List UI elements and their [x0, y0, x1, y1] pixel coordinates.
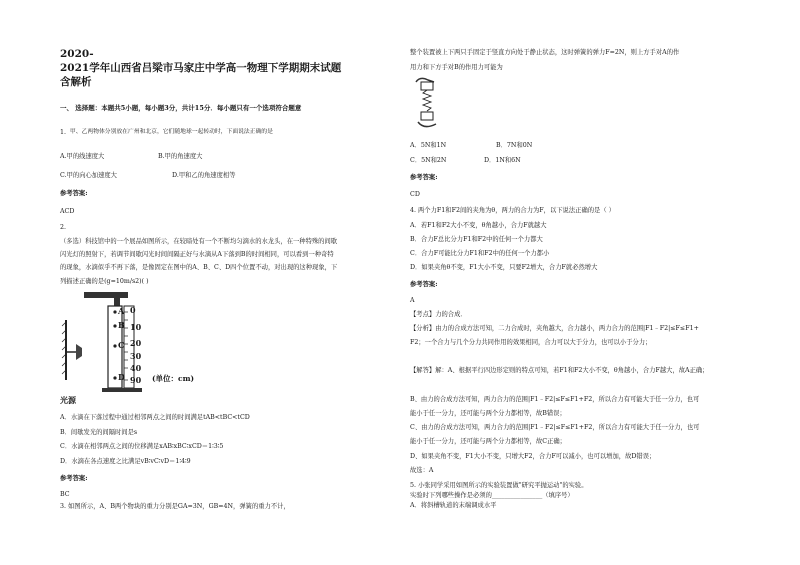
drop-label-c: C: [118, 340, 125, 350]
q5-line-2: 实验时下列哪些操作是必须的________________（填序号）: [410, 492, 574, 499]
q5-line-1: 5. 小张同学采用如图所示的实验装置做"研究平抛运动"的实验。: [410, 482, 588, 489]
q3-line-1: 整个装置被上下两只手固定于竖直方向处于静止状态，这时弹簧的弹力F=2N，则上方手对A的作: [410, 49, 680, 56]
title-line-1: 2020-: [60, 48, 94, 60]
scale-label-30: 30: [130, 351, 142, 361]
q3-line-0: 3. 如图所示，A、B两个物块的重力分别是GA=3N，GB=4N，弹簧的重力不计，: [60, 503, 290, 510]
answer-4: A: [410, 297, 415, 304]
q2-figure: [60, 290, 220, 408]
q4-solution-3: 能小于任一分力，还可能与两个分力都相等，故B错误；: [410, 410, 566, 417]
q4-stem: 4. 两个力F1和F2间的夹角为θ，两力的合力为F，以下说法正确的是（ ）: [410, 207, 615, 214]
q2-option-b: B．间歇发光的间隔时间是s: [60, 429, 138, 436]
q4-final-answer: 故选：A: [410, 467, 434, 474]
q4-option-c: C．合力F可能比分力F1和F2中的任何一个力都小: [410, 250, 550, 257]
q3-option-a: A．5N和1N: [410, 142, 447, 149]
q2-option-c: C．水滴在相邻两点之间的位移满足xAB∶xBC∶xCD＝1∶3∶5: [60, 443, 224, 450]
q1-number: 1.: [60, 129, 67, 136]
q1-stem: [60, 128, 66, 137]
q4-solution-5: 能小于任一分力，还可能与两个分力都相等，故C正确；: [410, 438, 566, 445]
scale-label-10: 10: [130, 322, 142, 332]
q3-option-b: B．7N和0N: [496, 142, 533, 149]
q3-option-d: D．1N和6N: [484, 157, 521, 164]
drop-label-b: B: [118, 320, 125, 330]
q4-knowledge-point: 【考点】力的合成．: [410, 311, 467, 318]
q1-option-c: C.甲的向心加速度大: [60, 172, 117, 179]
q1-option-b: B.甲的角速度大: [158, 153, 203, 160]
drop-label-d: D: [118, 372, 125, 382]
q4-solution-2: B、由力的合成方法可知，两力合力的范围|F1﹣F2|≤F≤F1+F2，所以合力有可能大于任一分力，也可: [410, 396, 700, 403]
light-source-label: 光源: [60, 395, 76, 405]
unit-label: (单位：cm): [152, 374, 195, 383]
scale-label-20: 20: [130, 338, 142, 348]
scale-label-0: 0: [130, 305, 136, 315]
section-heading: 一、 选择题：本题共5小题，每小题3分，共计15分．每小题只有一个选项符合题意: [60, 104, 302, 112]
q2-line-2: 闪光灯的照射下，若调节间歇闪光时间间隔正好与水滴从A下落到B的时间相同，可以看到一种奇特: [60, 251, 334, 258]
ref-label-3: 参考答案:: [410, 174, 438, 181]
ref-label-4: 参考答案:: [410, 281, 438, 288]
answer-1: ACD: [60, 208, 75, 215]
title-line-3: 含解析: [60, 76, 92, 88]
q1-text: 甲、乙两物体分别放在广州和北京，它们随地球一起转动时，下面说法正确的是: [70, 129, 273, 135]
q4-solution-6: D、如果夹角不变，F1大小不变，只增大F2，合力F可以减小，也可以增加，故D错误；: [410, 453, 656, 460]
title-line-2: 2021学年山西省吕梁市马家庄中学高一物理下学期期末试题: [60, 62, 342, 74]
scale-label-90: 90: [130, 375, 142, 385]
q1-option-d: D.甲和乙的角速度相等: [172, 172, 236, 179]
spring-blocks-illustration: [412, 76, 446, 130]
scale-label-40: 40: [130, 363, 142, 373]
q2-line-1: （多选）科技馆中的一个展品如图所示，在较暗处有一个不断均匀滴水的水龙头，在一种特殊的间歇: [60, 238, 338, 245]
q2-line-3: 的现象，水滴似乎不再下落，是像固定在图中的A、B、C、D四个位置不动，对出现的这种现象，下: [60, 264, 338, 271]
q2-option-a: A．水滴在下落过程中通过相邻两点之间的时间满足tAB<tBC<tCD: [60, 414, 250, 421]
q4-analysis-1: 【分析】由力的合成方法可知，二力合成时，夹角越大，合力越小，两力合力的范围|F1﹣F2|≤F≤F1+: [410, 325, 699, 332]
q4-solution-4: C、由力的合成方法可知，两力合力的范围|F1﹣F2|≤F≤F1+F2，所以合力有可能大于任一分力，也可: [410, 424, 700, 431]
q4-analysis-2: F2；一个合力与几个分力共同作用的效果相同，合力可以大于分力，也可以小于分力；: [410, 339, 652, 346]
q2-option-d: D．水滴在各点速度之比满足vB∶vC∶vD＝1∶4∶9: [60, 458, 191, 465]
q2-line-4: 列描述正确的是(g=10m/s2)( ): [60, 278, 149, 285]
q1-option-a: A.甲的线速度大: [60, 153, 105, 160]
q2-number: 2.: [60, 224, 67, 231]
q3-figure: [412, 76, 446, 130]
q4-solution-1: 【解答】解：A、根据平行四边形定则的特点可知，若F1和F2大小不变，θ角越小，合力F越大，故A正确；: [410, 367, 709, 374]
ref-label-1: 参考答案:: [60, 190, 88, 197]
q3-line-2: 用力和下方手对B的作用力可能为: [410, 64, 503, 71]
q4-option-b: B．合力F总比分力F1和F2中的任何一个力都大: [410, 236, 543, 243]
ref-label-2: 参考答案:: [60, 475, 88, 482]
answer-3: CD: [410, 191, 420, 198]
q4-option-a: A．若F1和F2大小不变，θ角越小，合力F就越大: [410, 222, 547, 229]
doc-title: [60, 47, 380, 89]
q5-option-a: A．将斜槽轨道的末端调成水平: [410, 502, 497, 509]
answer-2: BC: [60, 491, 70, 498]
drop-label-a: A: [118, 306, 125, 316]
drip-apparatus-illustration: [60, 290, 220, 408]
q3-option-c: C．5N和2N: [410, 157, 447, 164]
q4-option-d: D．如果夹角θ不变，F1大小不变，只要F2增大，合力F就必然增大: [410, 264, 598, 271]
